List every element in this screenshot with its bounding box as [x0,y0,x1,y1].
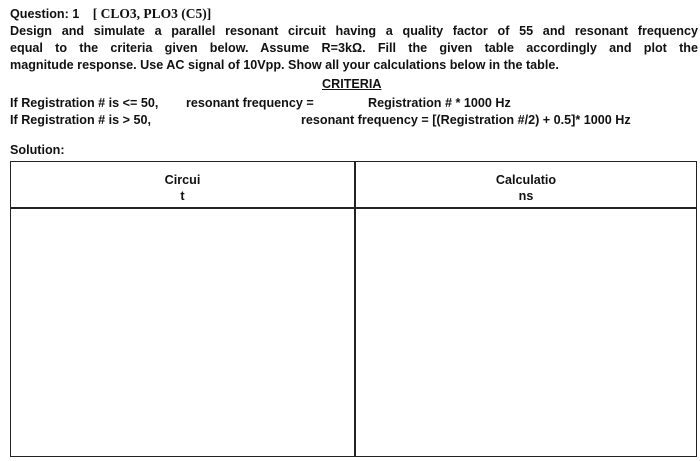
question-label: Question: 1 [10,7,80,21]
learning-outcomes: [ CLO3, PLO3 (C5)] [92,6,212,21]
column-header-circuit [11,172,354,204]
criteria-heading: CRITERIA [322,77,382,91]
rule2-condition: If Registration # is > 50, [10,113,152,127]
solution-label: Solution: [10,143,65,157]
calculations-answer-cell[interactable] [356,209,696,456]
rule2-formula: resonant frequency = [(Registration #/2) + 0.5]* 1000 Hz [301,113,631,127]
column-header-circuit-line1: Circui [164,173,201,187]
column-header-calculations [356,172,696,204]
question-text-line-2: equal to the criteria given below. Assume R=3kΩ. Fill the given table accordingly and plot the [10,41,698,55]
question-text-line-1: Design and simulate a parallel resonant circuit having a quality factor of 55 and resonant frequency [10,24,698,38]
rule1-condition: If Registration # is <= 50, [10,96,159,110]
rule1-label: resonant frequency = [186,96,314,110]
column-header-calculations-line1: Calculatio [495,173,557,187]
column-header-circuit-line2: t [180,189,185,203]
circuit-answer-cell[interactable] [11,209,354,456]
rule1-value: Registration # * 1000 Hz [368,96,511,110]
solution-table [10,161,697,457]
question-header [10,6,211,22]
column-header-calculations-line2: ns [518,189,534,203]
question-text-line-3: magnitude response. Use AC signal of 10Vpp. Show all your calculations below in the table. [10,58,559,72]
